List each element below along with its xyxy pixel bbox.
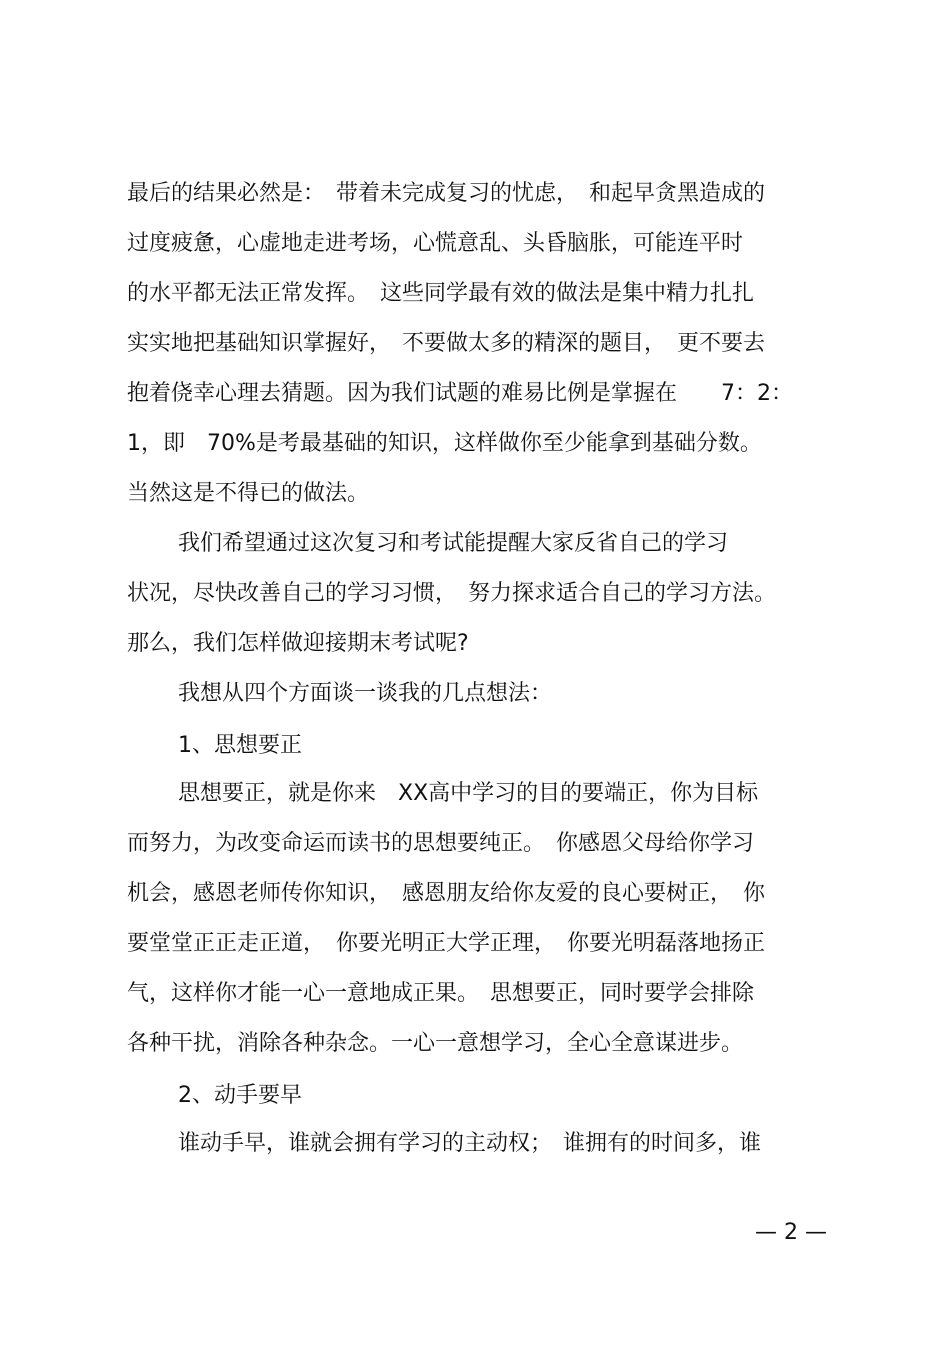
section-heading: 2、动手要早 [178,1083,302,1108]
text-line: 我想从四个方面谈一谈我的几点想法： [178,681,553,706]
text-line: 过度疲惫，心虚地走进考场，心慌意乱、头昏脑胀，可能连平时 [127,231,744,256]
text-line: 1，即 70%是考最基础的知识，这样做你至少能拿到基础分数。 [127,431,762,456]
text-line: 思想要正，就是你来 XX高中学习的目的要端正，你为目标 [178,781,759,806]
text-line: 各种干扰，消除各种杂念。一心一意想学习，全心全意谋进步。 [127,1031,744,1056]
text-line: 抱着侥幸心理去猜题。因为我们试题的难易比例是掌握在 7：2： [127,381,793,406]
page-number: — 2 — [755,1220,827,1245]
text-line: 那么，我们怎样做迎接期末考试呢? [127,631,469,656]
text-line: 的水平都无法正常发挥。 这些同学最有效的做法是集中精力扎扎 [127,281,755,306]
text-line: 我们希望通过这次复习和考试能提醒大家反省自己的学习 [178,531,729,556]
text-line: 气，这样你才能一心一意地成正果。 思想要正，同时要学会排除 [127,981,755,1006]
text-line: 谁动手早，谁就会拥有学习的主动权； 谁拥有的时间多，谁 [178,1131,762,1156]
text-line: 实实地把基础知识掌握好， 不要做太多的精深的题目， 更不要去 [127,331,766,356]
text-line: 状况，尽快改善自己的学习习惯， 努力探求适合自己的学习方法。 [127,581,777,606]
section-heading: 1、思想要正 [178,733,302,758]
text-line: 机会，感恩老师传你知识， 感恩朋友给你友爱的良心要树正， 你 [127,881,766,906]
text-line: 当然这是不得已的做法。 [127,481,370,506]
text-line: 而努力，为改变命运而读书的思想要纯正。 你感恩父母给你学习 [127,831,755,856]
text-line: 最后的结果必然是： 带着未完成复习的忧虑， 和起早贪黑造成的 [127,181,766,206]
text-line: 要堂堂正正走正道， 你要光明正大学正理， 你要光明磊落地扬正 [127,931,766,956]
